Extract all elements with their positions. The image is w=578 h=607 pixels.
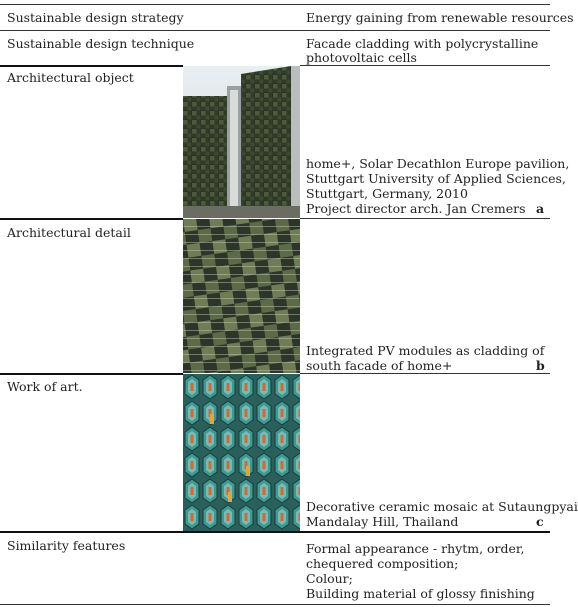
strategy-value: Energy gaining from renewable resources	[306, 10, 574, 25]
art-value-line: Decorative ceramic mosaic at Sutaungpyai	[306, 499, 578, 514]
technique-label: Sustainable design technique	[7, 36, 195, 51]
art-label: Work of art.	[7, 379, 83, 394]
object-value-line: Stuttgart, Germany, 2010	[306, 186, 468, 201]
similarity-value-line: Colour;	[306, 571, 353, 586]
rule-strategy	[0, 30, 550, 31]
similarity-value-line: Building material of glossy finishing	[306, 586, 535, 601]
similarity-value-line: chequered composition;	[306, 556, 459, 571]
detail-value-line: south facade of home+	[306, 358, 453, 373]
object-value-line: Stuttgart University of Applied Sciences,	[306, 171, 566, 186]
mosaic-photo	[183, 374, 300, 531]
rule-art-right	[300, 373, 550, 374]
pavilion-photo	[183, 66, 300, 218]
object-label: Architectural object	[7, 70, 134, 85]
detail-label: Architectural detail	[7, 225, 131, 240]
object-value-line: home+, Solar Decathlon Europe pavilion,	[306, 156, 570, 171]
technique-value-line: Facade cladding with polycrystalline	[306, 36, 539, 51]
art-value-line: Mandalay Hill, Thailand	[306, 514, 459, 529]
rule-detail	[0, 218, 183, 220]
pv-detail-photo	[183, 219, 300, 373]
rule-detail-right	[300, 218, 550, 219]
detail-value-line: Integrated PV modules as cladding of	[306, 343, 545, 358]
similarity-value-line: Formal appearance - rhytm, order,	[306, 541, 525, 556]
figure-letter-a: a	[536, 201, 545, 216]
object-value-line: Project director arch. Jan Cremers	[306, 201, 526, 216]
rule-art	[0, 373, 183, 375]
technique-value-line: photovoltaic cells	[306, 50, 417, 65]
top-rule	[0, 4, 550, 5]
bottom-rule	[0, 604, 550, 605]
figure-letter-b: b	[536, 358, 545, 373]
rule-object	[0, 65, 183, 67]
strategy-label: Sustainable design strategy	[7, 10, 184, 25]
similarity-label: Similarity features	[7, 538, 126, 553]
figure-letter-c: c	[536, 514, 544, 529]
rule-technique	[300, 65, 550, 66]
rule-similarity	[0, 531, 550, 533]
